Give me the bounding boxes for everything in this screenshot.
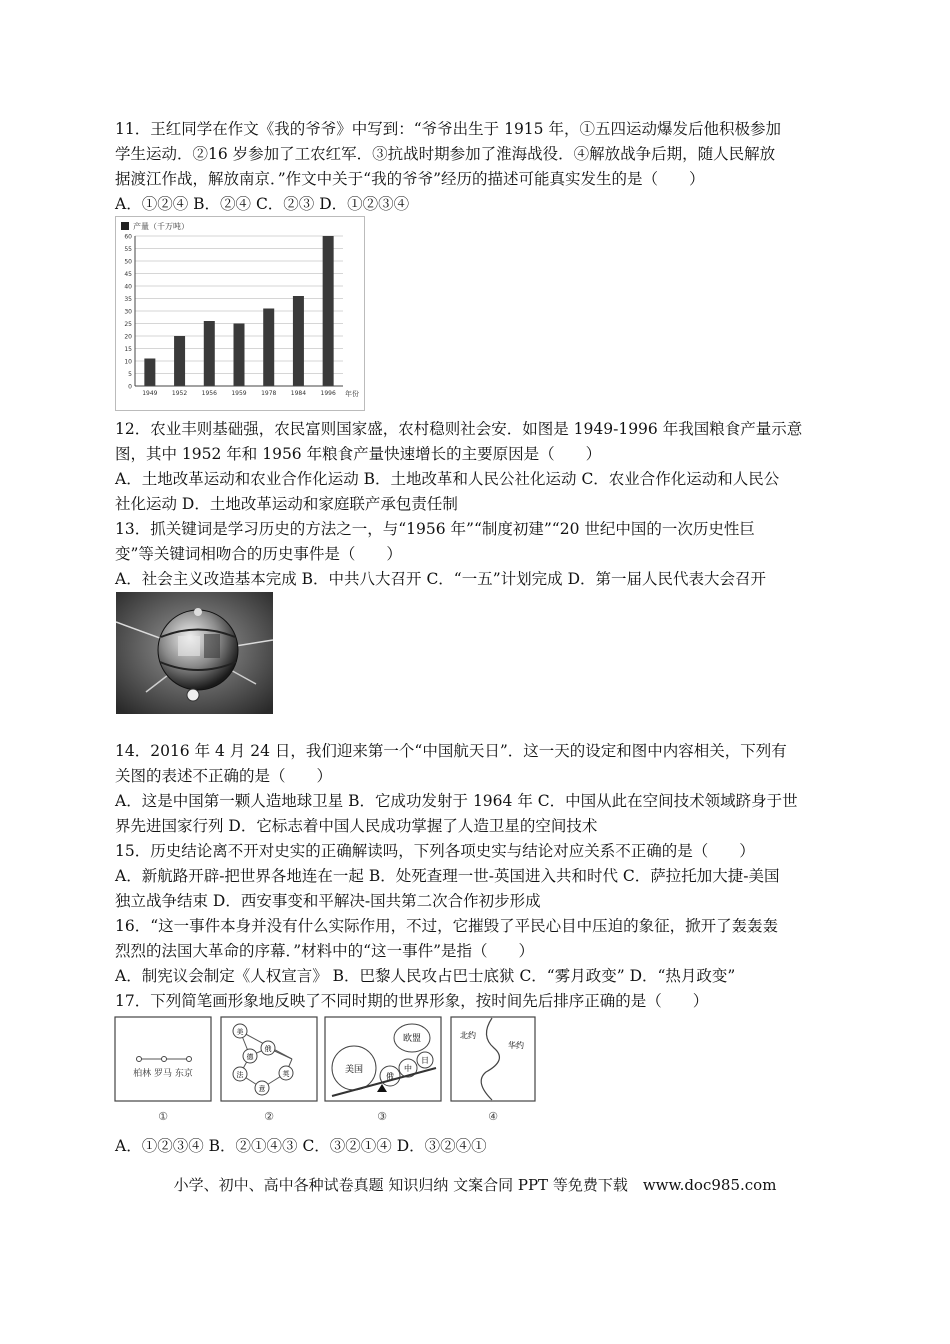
q16-stem-line2: 烈烈的法国大革命的序幕．”材料中的“这一事件”是指（ ） (115, 942, 535, 960)
sketch-2-node-2: 德 (246, 1053, 254, 1061)
sketch-4-nato: 北约 (460, 1031, 476, 1040)
x-tick-label: 1949 (142, 390, 158, 397)
q13-stem-line2: 变”等关键词相吻合的历史事件是（ ） (115, 545, 402, 563)
q12-stem-line1: 12．农业丰则基础强，农民富则国家盛，农村稳则社会安．如图是 1949-1996 年我国粮食产量示意 (115, 420, 803, 438)
q11-stem-line3: 据渡江作战，解放南京．”作文中关于“我的爷爷”经历的描述可能真实发生的是（ ） (115, 170, 705, 188)
bar-1949 (144, 359, 155, 387)
sketch-3-eu: 欧盟 (402, 1034, 422, 1044)
y-tick-label: 10 (124, 358, 132, 366)
q12-options-line1: A．土地改革运动和农业合作化运动 B．土地改革和人民公社化运动 C．农业合作化运动和人民公 (115, 470, 780, 488)
q11-options: A．①②④ B．②④ C．②③ D．①②③④ (115, 195, 410, 213)
sketch-2-number: ② (264, 1110, 274, 1123)
q16-options: A．制宪议会制定《人权宣言》 B．巴黎人民攻占巴士底狱 C．“雾月政变” D．“热月政变” (115, 967, 736, 985)
sketch-4-number: ④ (488, 1110, 498, 1123)
q11-stem-line1: 11．王红同学在作文《我的爷爷》中写到：“爷爷出生于 1915 年，①五四运动爆发后他积极参加 (115, 120, 781, 138)
bar-1952 (174, 336, 185, 386)
sketch-2 (220, 1016, 320, 1126)
y-tick-label: 35 (124, 296, 132, 303)
satellite-photo (116, 592, 273, 714)
x-tick-label: 1952 (171, 390, 188, 397)
y-tick-label: 60 (124, 233, 132, 241)
y-tick-label: 0 (128, 383, 132, 391)
sketch-2-node-1: 美 (236, 1028, 244, 1036)
q17-stem: 17．下列简笔画形象地反映了不同时期的世界形象，按时间先后排序正确的是（ ） (115, 992, 709, 1010)
sketch-3-number: ③ (377, 1110, 387, 1123)
sketch-3-china: 中 (404, 1064, 412, 1073)
sketch-4-warsaw: 华约 (508, 1041, 524, 1050)
sketch-1 (114, 1016, 214, 1126)
x-tick-label: 1984 (290, 390, 307, 397)
sketch-3 (324, 1016, 444, 1126)
sketch-2-node-3: 俄 (264, 1045, 272, 1053)
sketch-3-usa: 美国 (344, 1065, 364, 1075)
q15-stem: 15．历史结论离不开对史实的正确解读吗，下列各项史实与结论对应关系不正确的是（ ） (115, 842, 755, 860)
q14-options-line1: A．这是中国第一颗人造地球卫星 B．它成功发射于 1964 年 C．中国从此在空间技术领域跻身于世 (115, 792, 798, 810)
q14-stem-line2: 关图的表述不正确的是（ ） (115, 767, 333, 785)
q17-options: A．①②③④ B．②①④③ C．③②①④ D．③②④① (115, 1137, 487, 1155)
y-tick-label: 40 (124, 283, 132, 291)
y-tick-label: 25 (124, 321, 132, 328)
x-tick-label: 1959 (231, 390, 247, 397)
y-tick-label: 55 (124, 246, 132, 253)
sketch-1-cities: 柏林 罗马 东京 (133, 1069, 193, 1079)
q12-stem-line2: 图，其中 1952 年和 1956 年粮食产量快速增长的主要原因是（ ） (115, 445, 602, 463)
sketch-3-russia: 俄 (386, 1072, 394, 1081)
sketch-2-node-5: 英 (282, 1070, 290, 1078)
bar-1959 (234, 324, 245, 387)
q12-options-line2: 社化运动 D．土地改革运动和家庭联产承包责任制 (115, 495, 458, 513)
sketch-2-node-6: 意 (258, 1085, 266, 1093)
y-tick-label: 15 (124, 346, 132, 353)
q14-options-line2: 界先进国家行列 D．它标志着中国人民成功掌握了人造卫星的空间技术 (115, 817, 598, 835)
q11-stem-line2: 学生运动．②16 岁参加了工农红军．③抗战时期参加了淮海战役．④解放战争后期，随人民解放 (115, 145, 776, 163)
sketch-2-node-4: 法 (236, 1071, 244, 1079)
y-tick-label: 20 (124, 333, 132, 341)
y-tick-label: 5 (128, 371, 132, 378)
legend-swatch (121, 222, 129, 230)
x-tick-label: 1956 (201, 390, 217, 397)
q15-options-line2: 独立战争结束 D．西安事变和平解决-国共第二次合作初步形成 (115, 892, 541, 910)
y-tick-label: 50 (124, 258, 132, 266)
x-tick-label: 1978 (261, 390, 277, 397)
bar-1978 (263, 309, 274, 387)
sketch-1-number: ① (158, 1110, 168, 1123)
sketch-4 (450, 1016, 540, 1126)
q14-stem-line1: 14．2016 年 4 月 24 日，我们迎来第一个“中国航天日”．这一天的设定和图中内容相关，下列有 (115, 742, 787, 760)
bar-1996 (323, 236, 334, 386)
q13-options: A．社会主义改造基本完成 B．中共八大召开 C．“一五”计划完成 D．第一届人民代表大会召开 (115, 570, 767, 588)
x-tick-label: 1996 (320, 390, 336, 397)
q16-stem-line1: 16．“这一事件本身并没有什么实际作用，不过，它摧毁了平民心目中压迫的象征，掀开了轰轰轰 (115, 917, 779, 935)
y-tick-label: 45 (124, 271, 132, 278)
x-axis-unit: 年份 (345, 390, 359, 398)
bar-1956 (204, 321, 215, 386)
sketch-3-japan: 日 (421, 1056, 429, 1065)
grain-production-chart (115, 216, 365, 411)
page-footer: 小学、初中、高中各种试卷真题 知识归纳 文案合同 PPT 等免费下载 www.doc985.com (173, 1176, 777, 1194)
y-tick-label: 30 (124, 308, 132, 316)
chart-legend-label: 产量（千万吨） (133, 222, 189, 231)
q13-stem-line1: 13．抓关键词是学习历史的方法之一，与“1956 年”“制度初建”“20 世纪中国的一次历史性巨 (115, 520, 755, 538)
bar-1984 (293, 296, 304, 386)
q15-options-line1: A．新航路开辟-把世界各地连在一起 B．处死查理一世-英国进入共和时代 C．萨拉托加大捷-美国 (115, 867, 780, 885)
